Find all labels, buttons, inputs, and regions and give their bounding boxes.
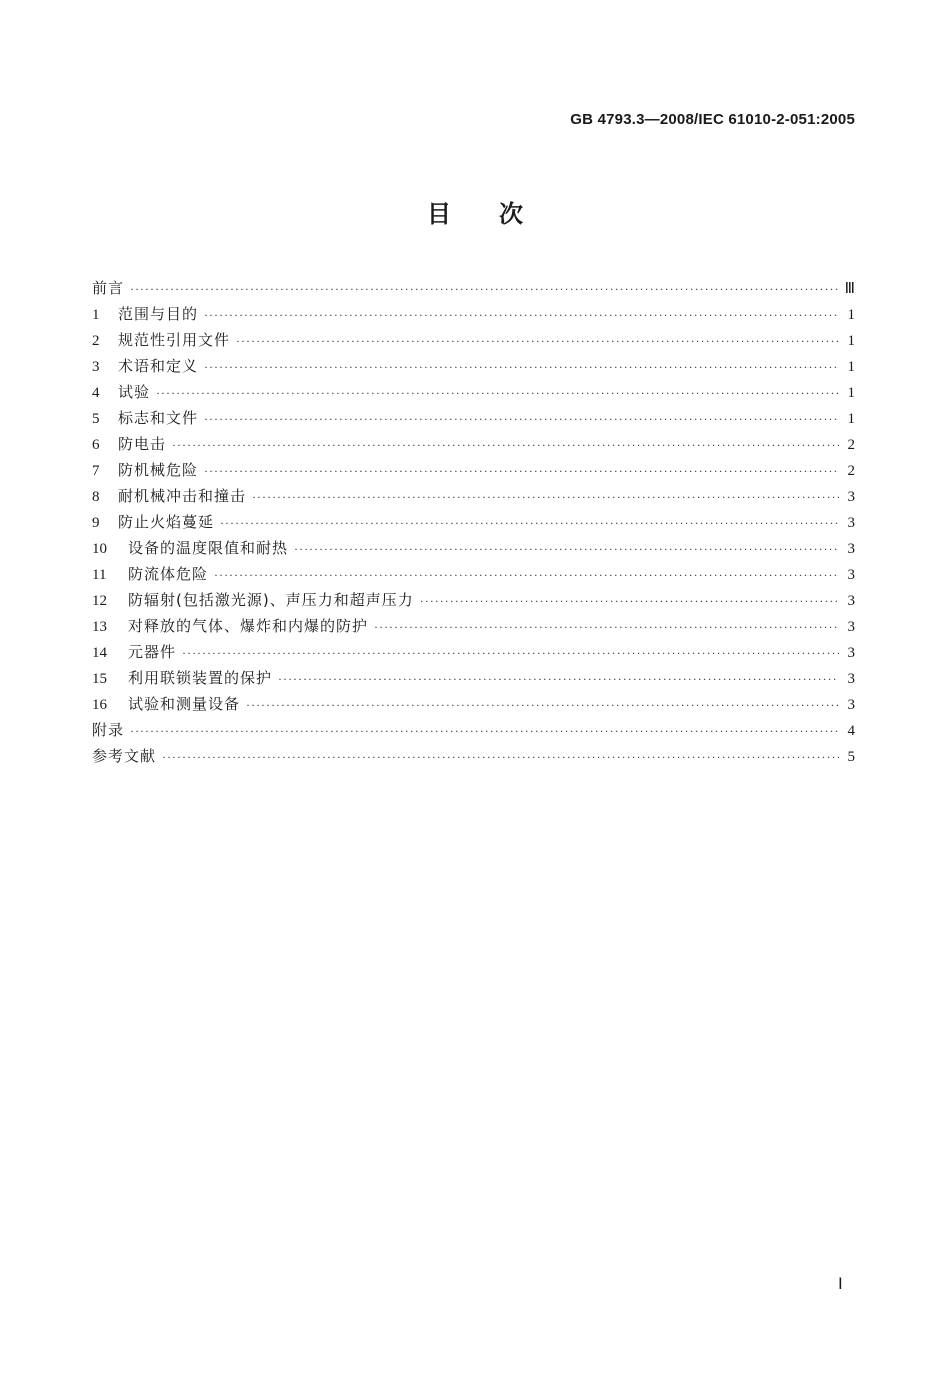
toc-entry-page: 3 (847, 541, 855, 557)
toc-entry-8[interactable] (92, 485, 855, 511)
dot-leader (130, 724, 839, 739)
toc-entry-page: 1 (847, 307, 855, 323)
toc-entry-number: 8 (92, 489, 100, 505)
toc-entry-title: 对释放的气体、爆炸和内爆的防护 (128, 617, 369, 635)
dot-leader (220, 516, 839, 531)
toc-entry-title: 标志和文件 (118, 409, 199, 427)
toc-entry-page: 1 (847, 359, 855, 375)
dot-leader (278, 672, 839, 687)
toc-entry-number: 15 (92, 671, 107, 687)
toc-entry-page: 3 (847, 567, 855, 583)
toc-entry-title: 利用联锁装置的保护 (128, 669, 273, 687)
toc-entry-1[interactable] (92, 303, 855, 329)
dot-leader (420, 594, 839, 609)
toc-entry-number: 7 (92, 463, 100, 479)
toc-entry-title: 附录 (92, 721, 125, 739)
dot-leader (130, 282, 839, 297)
dot-leader (214, 568, 839, 583)
dot-leader (162, 750, 839, 765)
dot-leader (204, 308, 839, 323)
toc-entry-page: 3 (847, 697, 855, 713)
page-number: Ⅰ (838, 1276, 843, 1293)
toc-entry-page: 4 (847, 723, 855, 739)
toc-entry-foreword[interactable] (92, 277, 855, 303)
toc-entry-title: 参考文献 (92, 747, 157, 765)
dot-leader (236, 334, 839, 349)
toc-entry-number: 4 (92, 385, 100, 401)
dot-leader (172, 438, 839, 453)
toc-entry-title: 防止火焰蔓延 (118, 513, 215, 531)
toc-entry-title: 试验 (118, 383, 151, 401)
toc-entry-page: 2 (847, 437, 855, 453)
table-of-contents (92, 277, 855, 771)
toc-entry-4[interactable] (92, 381, 855, 407)
toc-entry-16[interactable] (92, 693, 855, 719)
toc-entry-5[interactable] (92, 407, 855, 433)
dot-leader (374, 620, 839, 635)
toc-entry-number: 3 (92, 359, 100, 375)
toc-entry-6[interactable] (92, 433, 855, 459)
toc-entry-title: 范围与目的 (118, 305, 199, 323)
toc-entry-3[interactable] (92, 355, 855, 381)
toc-entry-title: 前言 (92, 279, 125, 297)
toc-entry-title: 防机械危险 (118, 461, 199, 479)
toc-entry-15[interactable] (92, 667, 855, 693)
dot-leader (204, 464, 839, 479)
dot-leader (246, 698, 839, 713)
toc-entry-number: 2 (92, 333, 100, 349)
toc-entry-page: 2 (847, 463, 855, 479)
toc-entry-title: 设备的温度限值和耐热 (128, 539, 289, 557)
toc-entry-9[interactable] (92, 511, 855, 537)
toc-entry-10[interactable] (92, 537, 855, 563)
toc-entry-number: 9 (92, 515, 100, 531)
toc-entry-bibliography[interactable] (92, 745, 855, 771)
toc-entry-title: 术语和定义 (118, 357, 199, 375)
toc-entry-number: 5 (92, 411, 100, 427)
page-title: 目次 (427, 200, 571, 228)
toc-entry-page: 3 (847, 671, 855, 687)
toc-entry-number: 12 (92, 593, 107, 609)
toc-entry-title: 防辐射(包括激光源)、声压力和超声压力 (128, 591, 414, 609)
toc-entry-page: 5 (847, 749, 855, 765)
toc-entry-page: 3 (847, 645, 855, 661)
toc-entry-title: 试验和测量设备 (128, 695, 241, 713)
toc-entry-annex[interactable] (92, 719, 855, 745)
toc-entry-title: 元器件 (128, 643, 177, 661)
toc-entry-number: 14 (92, 645, 107, 661)
toc-entry-title: 规范性引用文件 (118, 331, 231, 349)
dot-leader (252, 490, 839, 505)
toc-entry-number: 13 (92, 619, 107, 635)
toc-entry-11[interactable] (92, 563, 855, 589)
toc-entry-14[interactable] (92, 641, 855, 667)
standard-number: GB 4793.3—2008/IEC 61010-2-051:2005 (570, 111, 855, 128)
toc-entry-page: 1 (847, 411, 855, 427)
toc-entry-page: 3 (847, 489, 855, 505)
toc-entry-page: Ⅲ (844, 281, 855, 297)
toc-entry-number: 6 (92, 437, 100, 453)
toc-entry-number: 16 (92, 697, 107, 713)
toc-entry-title: 耐机械冲击和撞击 (118, 487, 247, 505)
toc-entry-7[interactable] (92, 459, 855, 485)
toc-entry-page: 3 (847, 593, 855, 609)
dot-leader (204, 412, 839, 427)
toc-entry-12[interactable] (92, 589, 855, 615)
dot-leader (156, 386, 839, 401)
toc-entry-number: 1 (92, 307, 100, 323)
toc-entry-number: 11 (92, 567, 107, 583)
toc-entry-title: 防流体危险 (128, 565, 209, 583)
dot-leader (204, 360, 839, 375)
toc-entry-2[interactable] (92, 329, 855, 355)
toc-entry-page: 1 (847, 333, 855, 349)
dot-leader (294, 542, 839, 557)
toc-entry-number: 10 (92, 541, 107, 557)
dot-leader (182, 646, 839, 661)
toc-entry-title: 防电击 (118, 435, 167, 453)
toc-entry-page: 3 (847, 515, 855, 531)
toc-entry-13[interactable] (92, 615, 855, 641)
toc-entry-page: 3 (847, 619, 855, 635)
toc-entry-page: 1 (847, 385, 855, 401)
